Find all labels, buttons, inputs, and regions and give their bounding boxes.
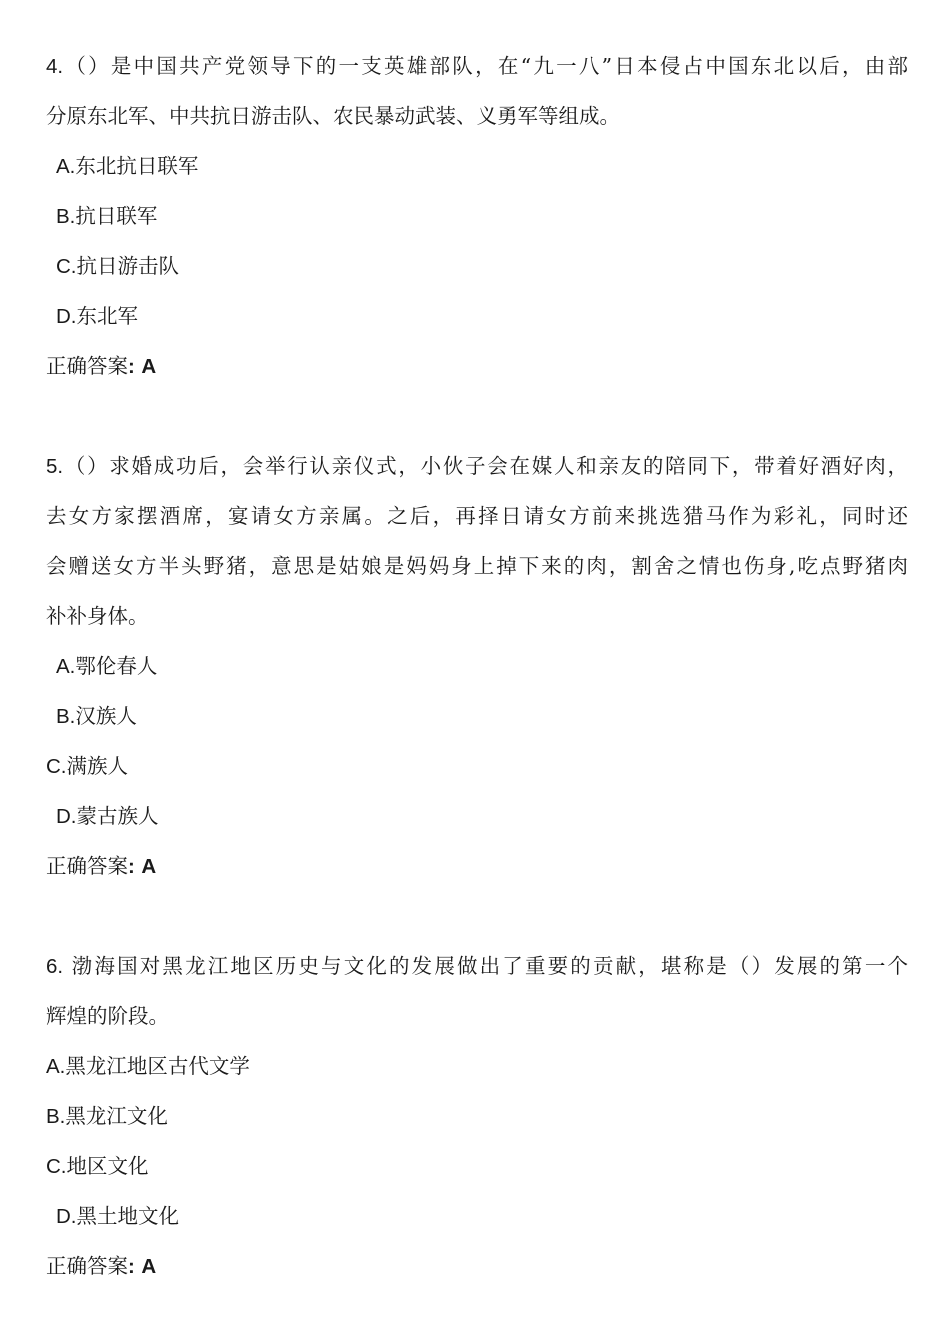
correct-answer: 正确答案: A: [46, 854, 157, 878]
option-d: D.东北军: [56, 304, 138, 328]
option-c: C.满族人: [46, 754, 128, 778]
answer-value: A: [141, 355, 157, 378]
question-stem-line: 辉煌的阶段。: [46, 1004, 169, 1028]
question-number: 4.: [46, 55, 64, 78]
question-number: 5.: [46, 455, 64, 478]
question-number: 6.: [46, 955, 64, 978]
option-b: B.黑龙江文化: [46, 1104, 168, 1128]
spacer: [46, 891, 908, 941]
question-stem-line: 会赠送女方半头野猪，意思是姑娘是妈妈身上掉下来的肉，割舍之情也伤身,吃点野猪肉: [46, 554, 908, 578]
option-b: B.抗日联军: [56, 204, 158, 228]
correct-answer: 正确答案: A: [46, 354, 157, 378]
answer-label: 正确答案: [46, 354, 128, 378]
question-stem-line: 去女方家摆酒席，宴请女方亲属。之后，再择日请女方前来挑选猎马作为彩礼，同时还: [46, 504, 908, 528]
question-5: [46, 441, 908, 891]
answer-value: A: [141, 1255, 157, 1278]
question-6: [46, 941, 908, 1291]
answer-label: 正确答案: [46, 1254, 128, 1278]
question-stem-line: 6. 渤海国对黑龙江地区历史与文化的发展做出了重要的贡献，堪称是（）发展的第一个: [46, 954, 908, 978]
option-b: B.汉族人: [56, 704, 137, 728]
option-a: A.黑龙江地区古代文学: [46, 1054, 250, 1078]
correct-answer: 正确答案: A: [46, 1254, 157, 1278]
document-page: [46, 41, 908, 1291]
option-d: D.蒙古族人: [56, 804, 159, 828]
question-4: [46, 41, 908, 391]
option-d: D.黑土地文化: [56, 1204, 179, 1228]
question-stem-line: 5.（）求婚成功后，会举行认亲仪式，小伙子会在媒人和亲友的陪同下，带着好酒好肉，: [46, 454, 908, 478]
spacer: [46, 391, 908, 441]
question-stem-line: 分原东北军、中共抗日游击队、农民暴动武装、义勇军等组成。: [46, 104, 620, 128]
option-c: C.地区文化: [46, 1154, 149, 1178]
answer-value: A: [141, 855, 157, 878]
question-stem-line: 4.（）是中国共产党领导下的一支英雄部队，在“九一八”日本侵占中国东北以后，由部: [46, 54, 908, 78]
question-stem-line: 补补身体。: [46, 604, 149, 628]
option-c: C.抗日游击队: [56, 254, 179, 278]
option-a: A.东北抗日联军: [56, 154, 199, 178]
answer-label: 正确答案: [46, 854, 128, 878]
option-a: A.鄂伦春人: [56, 654, 158, 678]
